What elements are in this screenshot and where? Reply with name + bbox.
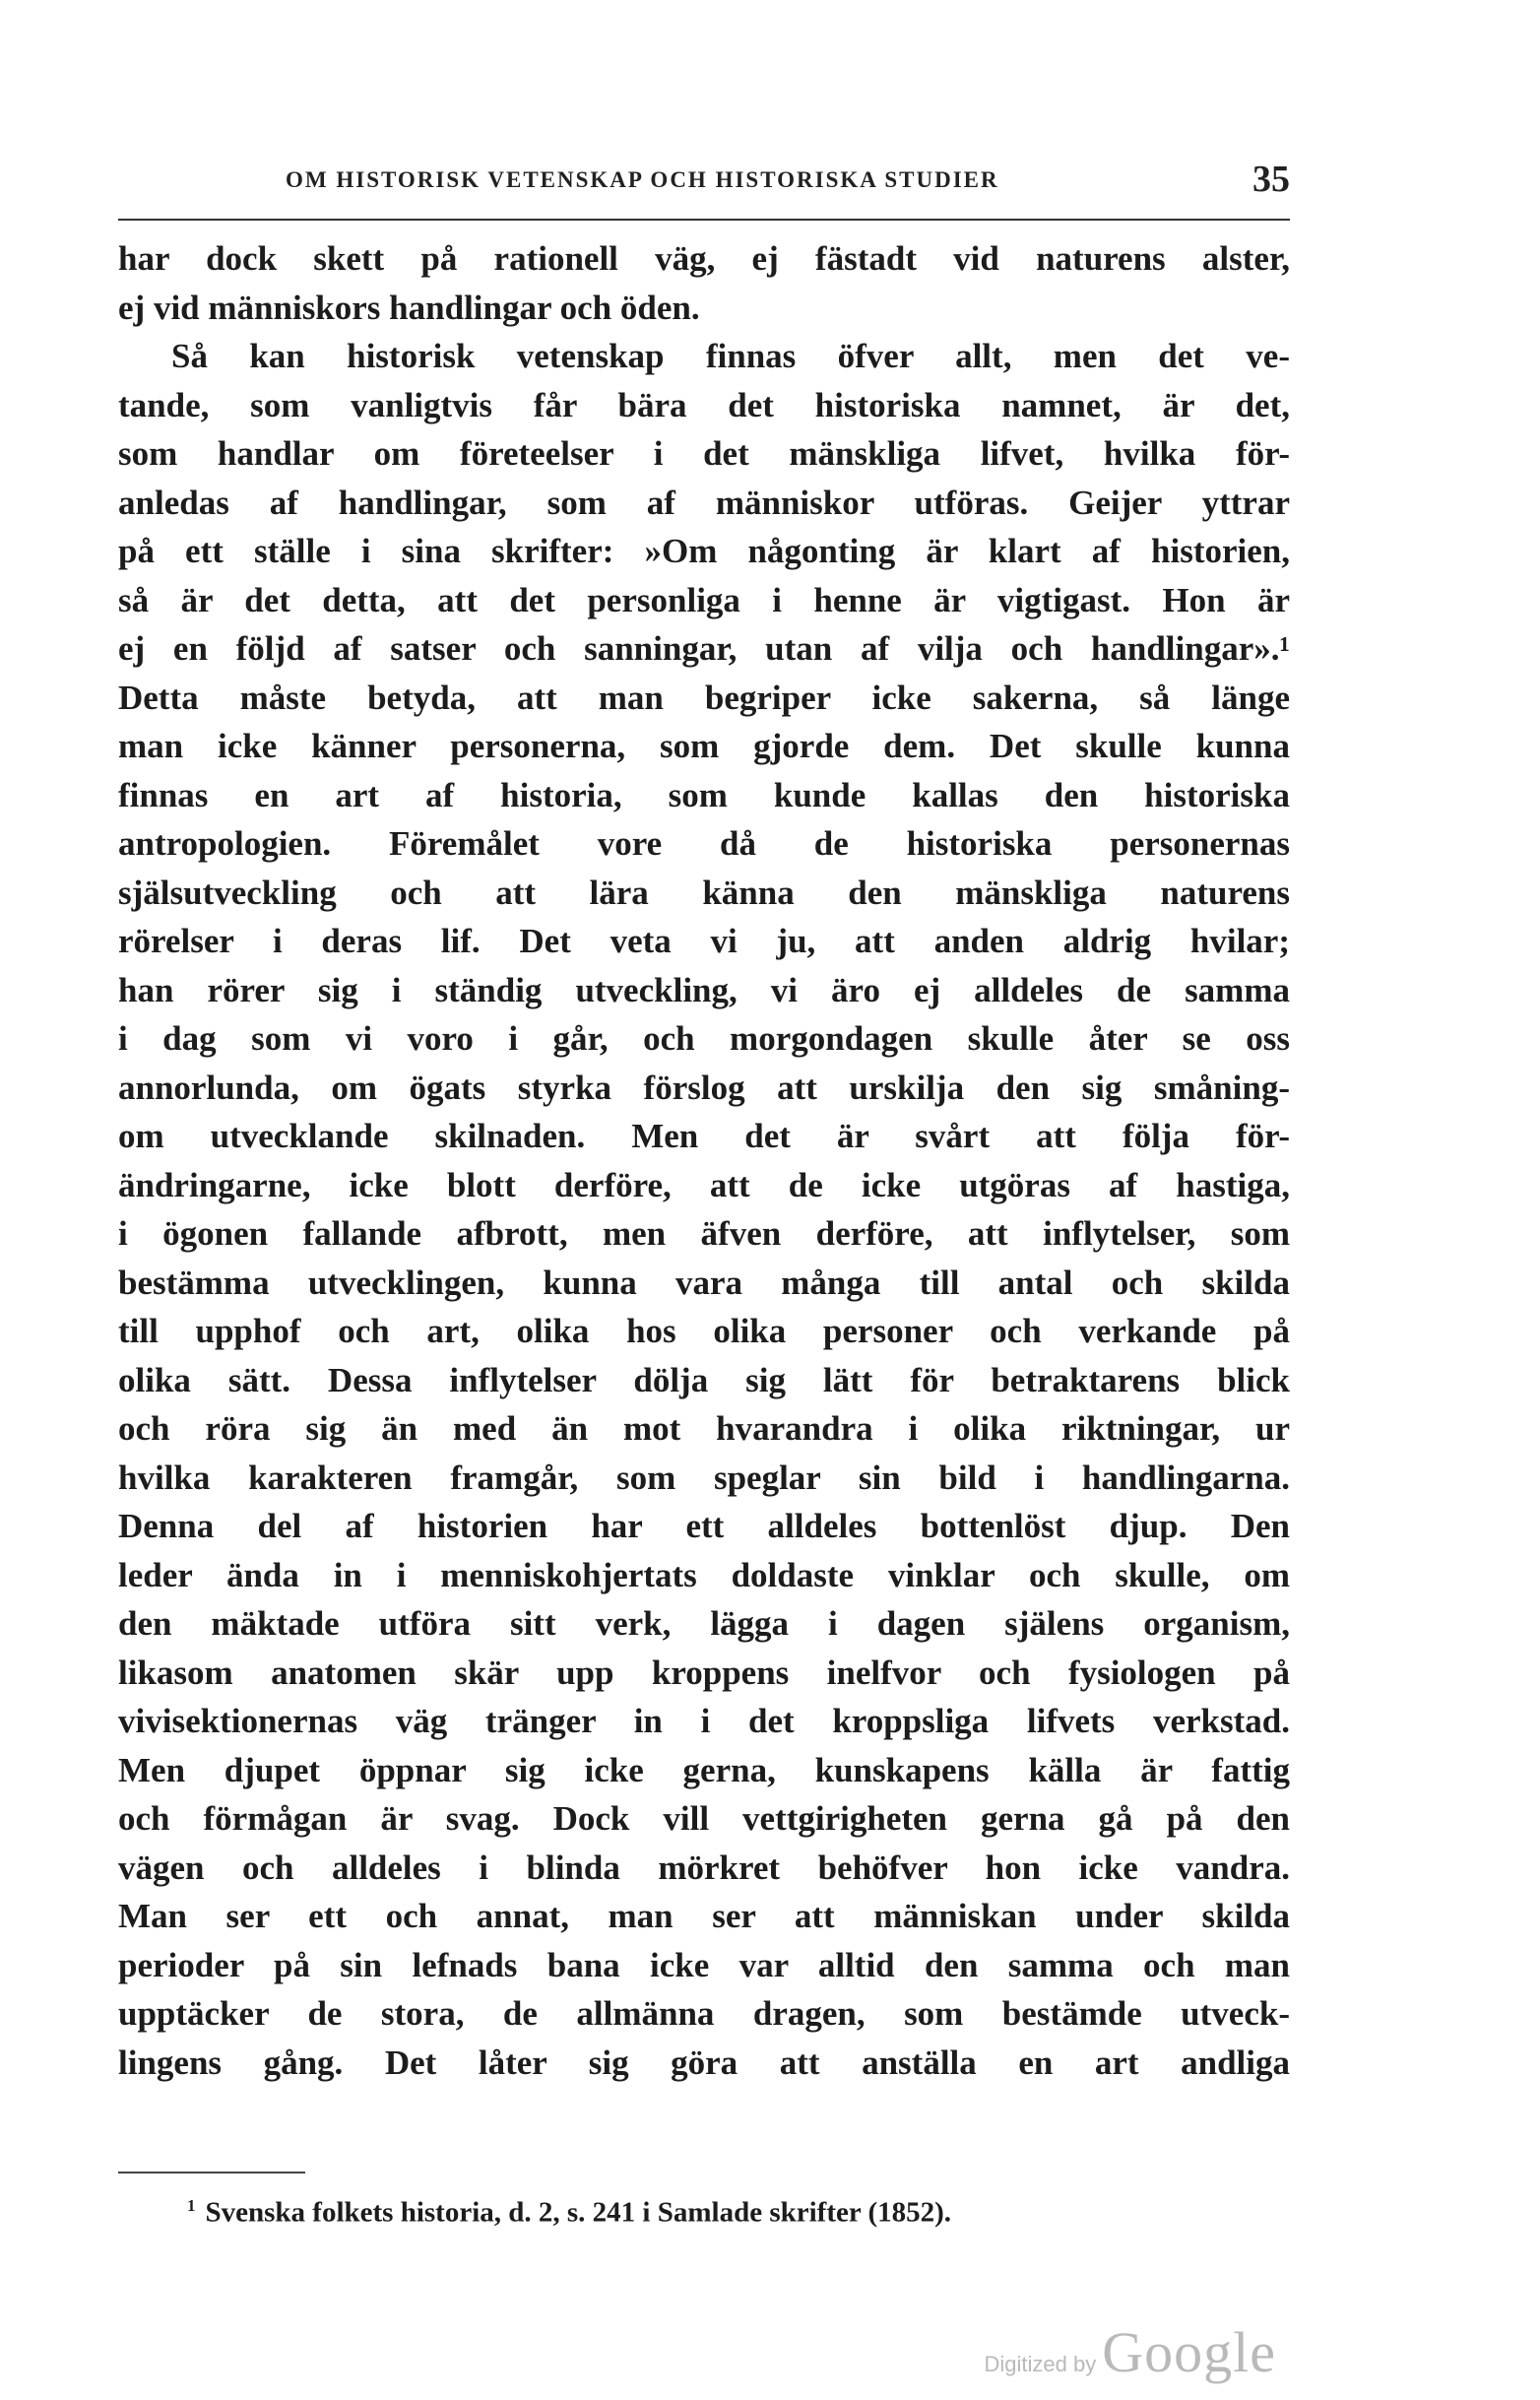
text-line: i dag som vi voro i går, och morgondagen skulle åter se oss xyxy=(118,1019,1290,1058)
text-line: till upphof och art, olika hos olika personer och verkande på xyxy=(118,1312,1290,1350)
text-line: tande, som vanligtvis får bära det historiska namnet, är det, xyxy=(118,385,1290,424)
text-line: han rörer sig i ständig utveckling, vi äro ej alldeles de samma xyxy=(118,970,1290,1009)
text-line: anledas af handlingar, som af människor utföras. Geijer yttrar xyxy=(118,483,1290,522)
footnote-rule xyxy=(118,2172,305,2173)
text-line: på ett ställe i sina skrifter: »Om någonting är klart af historien, xyxy=(118,532,1290,570)
watermark-prefix: Digitized by xyxy=(984,2352,1097,2376)
text-line: likasom anatomen skär upp kroppens inelfvor och fysiologen på xyxy=(118,1653,1290,1692)
text-line: upptäcker de stora, de allmänna dragen, som bestämde utveck- xyxy=(118,1994,1290,2033)
footnote xyxy=(187,2196,951,2230)
footnote-marker: 1 xyxy=(187,2196,196,2215)
running-header xyxy=(118,158,1290,205)
text-line: så är det detta, att det personliga i henne är vigtigast. Hon är xyxy=(118,580,1290,619)
text-line: bestämma utvecklingen, kunna vara många till antal och skilda xyxy=(118,1263,1290,1302)
text-line: om utvecklande skilnaden. Men det är svårt att följa för- xyxy=(118,1117,1290,1155)
text-line: rörelser i deras lif. Det veta vi ju, att anden aldrig hvilar; xyxy=(118,922,1290,960)
text-line: finnas en art af historia, som kunde kallas den historiska xyxy=(118,775,1290,814)
text-line: och röra sig än med än mot hvarandra i olika riktningar, ur xyxy=(118,1409,1290,1448)
digitized-watermark xyxy=(985,2319,1276,2385)
text-line: Så kan historisk vetenskap finnas öfver allt, men det ve- xyxy=(171,337,1290,375)
text-line: Man ser ett och annat, man ser att människan under skilda xyxy=(118,1897,1290,1935)
text-line: och förmågan är svag. Dock vill vettgirigheten gerna gå på den xyxy=(118,1799,1290,1838)
text-line: Detta måste betyda, att man begriper icke sakerna, så länge xyxy=(118,678,1290,717)
text-line: den mäktade utföra sitt verk, lägga i dagen själens organism, xyxy=(118,1604,1290,1643)
text-line: vägen och alldeles i blinda mörkret behöfver hon icke vandra. xyxy=(118,1848,1290,1887)
footnote-text: Svenska folkets historia, d. 2, s. 241 i Samlade skrifter (1852). xyxy=(205,2196,952,2229)
text-line: ändringarne, icke blott derföre, att de icke utgöras af hastiga, xyxy=(118,1165,1290,1204)
text-line: har dock skett på rationell väg, ej fästadt vid naturens alster, xyxy=(118,239,1290,278)
text-line: man icke känner personerna, som gjorde dem. Det skulle kunna xyxy=(118,727,1290,765)
text-line: Men djupet öppnar sig icke gerna, kunskapens källa är fattig xyxy=(118,1750,1290,1789)
text-line: perioder på sin lefnads bana icke var alltid den samma och man xyxy=(118,1945,1290,1984)
text-line: Denna del af historien har ett alldeles bottenlöst djup. Den xyxy=(118,1507,1290,1545)
text-line: olika sätt. Dessa inflytelser dölja sig lätt för betraktarens blick xyxy=(118,1360,1290,1399)
header-rule xyxy=(118,219,1290,221)
text-line: ej vid människors handlingar och öden. xyxy=(118,288,700,327)
text-line: lingens gång. Det låter sig göra att anställa en art andliga xyxy=(118,2043,1290,2082)
text-line: antropologien. Föremålet vore då de historiska personernas xyxy=(118,824,1290,863)
google-logo: Google xyxy=(1102,2320,1276,2384)
text-line: som handlar om företeelser i det mänskliga lifvet, hvilka för- xyxy=(118,434,1290,473)
text-line: i ögonen fallande afbrott, men äfven derföre, att inflytelser, som xyxy=(118,1214,1290,1253)
text-line: ej en följd af satser och sanningar, utan af vilja och handlingar».¹ xyxy=(118,629,1290,668)
text-line: leder ända in i menniskohjertats doldaste vinklar och skulle, om xyxy=(118,1555,1290,1594)
running-title: OM HISTORISK VETENSKAP OCH HISTORISKA STUDIER xyxy=(286,167,999,192)
text-line: vivisektionernas väg tränger in i det kroppsliga lifvets verkstad. xyxy=(118,1702,1290,1740)
page-number: 35 xyxy=(1252,159,1290,200)
text-line: hvilka karakteren framgår, som speglar sin bild i handlingarna. xyxy=(118,1458,1290,1497)
text-line: annorlunda, om ögats styrka förslog att urskilja den sig småning- xyxy=(118,1068,1290,1107)
body-text xyxy=(118,234,1290,2087)
text-line: själsutveckling och att lära känna den mänskliga naturens xyxy=(118,873,1290,912)
